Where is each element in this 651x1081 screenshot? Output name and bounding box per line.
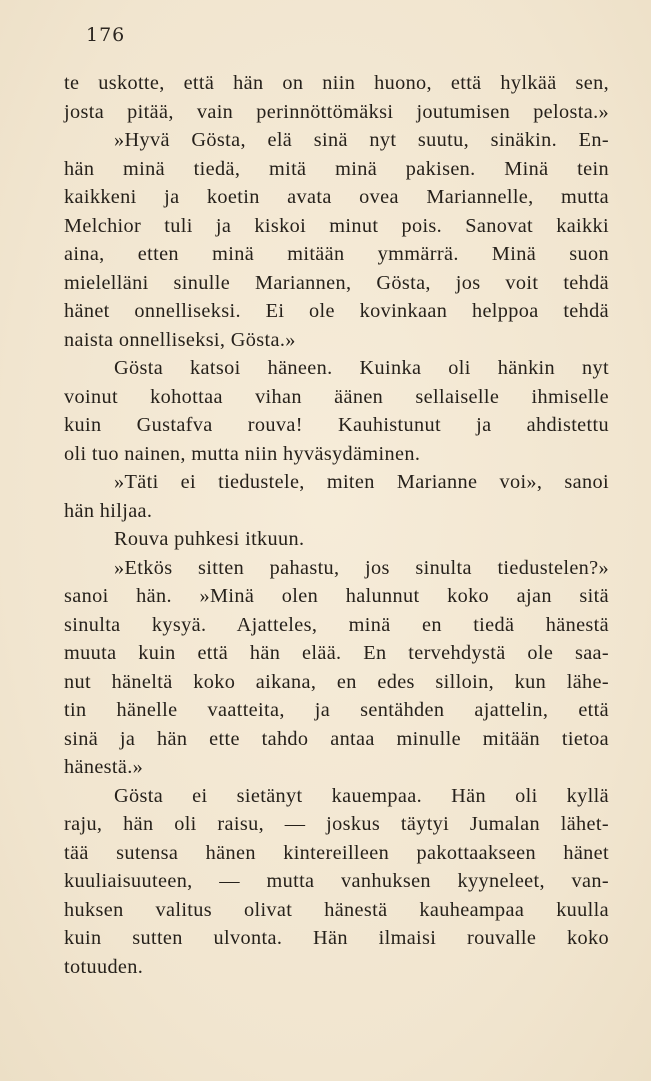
text-line: hänet onnelliseksi. Ei ole kovinkaan helppoa tehdä <box>64 300 609 322</box>
text-line: nut häneltä koko aikana, en edes silloin, kun lähe- <box>64 670 609 693</box>
text-line: josta pitää, vain perinnöttömäksi joutumisen pelosta.» <box>64 100 609 123</box>
text-line: Gösta ei sietänyt kauempaa. Hän oli kyllä <box>114 784 609 807</box>
text-line: mielelläni sinulle Mariannen, Gösta, jos voit tehdä <box>64 271 609 294</box>
text-line: kuuliaisuuteen, — mutta vanhuksen kyyneleet, van- <box>64 870 609 892</box>
text-line: hän hiljaa. <box>64 499 153 522</box>
text-line: tää sutensa hänen kintereilleen pakottaakseen hänet <box>64 841 609 864</box>
text-line: hänestä.» <box>64 756 144 778</box>
text-line: naista onnelliseksi, Gösta.» <box>64 328 296 351</box>
text-line: voinut kohottaa vihan äänen sellaiselle ihmiselle <box>64 385 609 408</box>
text-line: tin hänelle vaatteita, ja sentähden ajattelin, että <box>64 699 609 721</box>
text-body <box>64 69 609 981</box>
text-line: kuin sutten ulvonta. Hän ilmaisi rouvalle koko <box>64 927 609 949</box>
text-line: kaikkeni ja koetin avata ovea Mariannelle, mutta <box>64 186 609 208</box>
text-line: aina, etten minä mitään ymmärrä. Minä suon <box>64 243 609 265</box>
text-line: sinä ja hän ette tahdo antaa minulle mitään tietoa <box>64 727 609 750</box>
text-line: »Täti ei tiedustele, miten Marianne voi», sanoi <box>114 471 609 493</box>
text-line: huksen valitus olivat hänestä kauheampaa kuulla <box>64 898 609 921</box>
text-line: »Hyvä Gösta, elä sinä nyt suutu, sinäkin. En- <box>114 129 609 151</box>
text-line: raju, hän oli raisu, — joskus täytyi Jumalan lähet- <box>64 813 609 835</box>
text-line: sinulta kysyä. Ajatteles, minä en tiedä hänestä <box>64 613 609 636</box>
text-line: hän minä tiedä, mitä minä pakisen. Minä tein <box>64 157 609 180</box>
page-number: 176 <box>86 24 126 46</box>
text-line: muuta kuin että hän elää. En tervehdystä ole saa- <box>64 642 609 664</box>
text-line: Gösta katsoi häneen. Kuinka oli hänkin nyt <box>114 357 609 379</box>
text-line: kuin Gustafva rouva! Kauhistunut ja ahdistettu <box>64 414 609 436</box>
text-line: Rouva puhkesi itkuun. <box>114 528 305 550</box>
text-line: »Etkös sitten pahastu, jos sinulta tiedustelen?» <box>114 556 609 579</box>
text-line: oli tuo nainen, mutta niin hyväsydäminen. <box>64 442 421 465</box>
text-line: sanoi hän. »Minä olen halunnut koko ajan sitä <box>64 585 609 607</box>
text-line: Melchior tuli ja kiskoi minut pois. Sanovat kaikki <box>64 214 609 237</box>
text-line: totuuden. <box>64 955 144 978</box>
text-line: te uskotte, että hän on niin huono, että hylkää sen, <box>64 72 609 94</box>
